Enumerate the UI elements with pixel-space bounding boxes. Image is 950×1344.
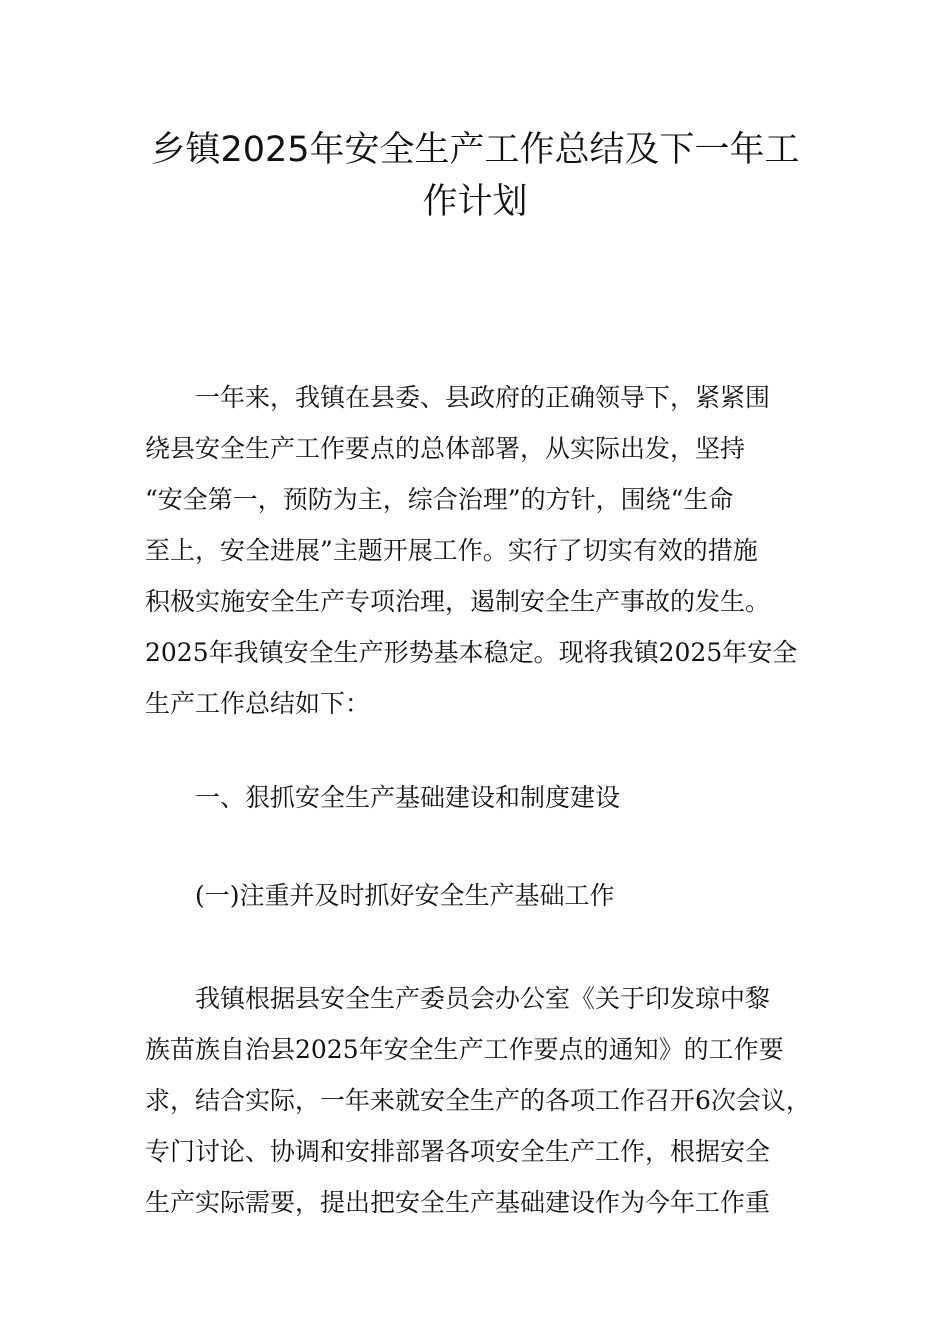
intro-line: 积极实施安全生产专项治理，遏制安全生产事故的发生。 (145, 587, 771, 616)
intro-line: “安全第一，预防为主，综合治理”的方针，围绕“生命 (145, 485, 734, 514)
body-line: 族苗族自治县2025年安全生产工作要点的通知》的工作要 (145, 1035, 784, 1064)
intro-line: 2025年我镇安全生产形势基本稳定。现将我镇2025年安全 (145, 638, 798, 667)
body-line: 求，结合实际，一年来就安全生产的各项工作召开6次会议， (145, 1086, 811, 1115)
body-line: 我镇根据县安全生产委员会办公室《关于印发琼中黎 (195, 984, 771, 1013)
subsection-heading-text: (一)注重并及时抓好安全生产基础工作 (195, 881, 615, 910)
section-heading (145, 772, 825, 823)
title-line-2: 作计划 (422, 182, 528, 222)
section-heading-text: 一、狠抓安全生产基础建设和制度建设 (195, 783, 621, 812)
body-line: 生产实际需要，提出把安全生产基础建设作为今年工作重 (145, 1188, 771, 1217)
intro-line: 一年来，我镇在县委、县政府的正确领导下，紧紧围 (195, 383, 771, 412)
intro-line: 至上，安全进展”主题开展工作。实行了切实有效的措施 (145, 536, 758, 565)
body-paragraph (145, 973, 825, 1228)
title-line-1: 乡镇2025年安全生产工作总结及下一年工 (150, 130, 800, 170)
subsection-heading (145, 870, 825, 921)
intro-paragraph (145, 372, 825, 729)
document-title (120, 124, 830, 228)
intro-line: 生产工作总结如下： (145, 689, 371, 718)
intro-line: 绕县安全生产工作要点的总体部署，从实际出发，坚持 (145, 434, 746, 463)
body-line: 专门讨论、协调和安排部署各项安全生产工作，根据安全 (145, 1137, 771, 1166)
